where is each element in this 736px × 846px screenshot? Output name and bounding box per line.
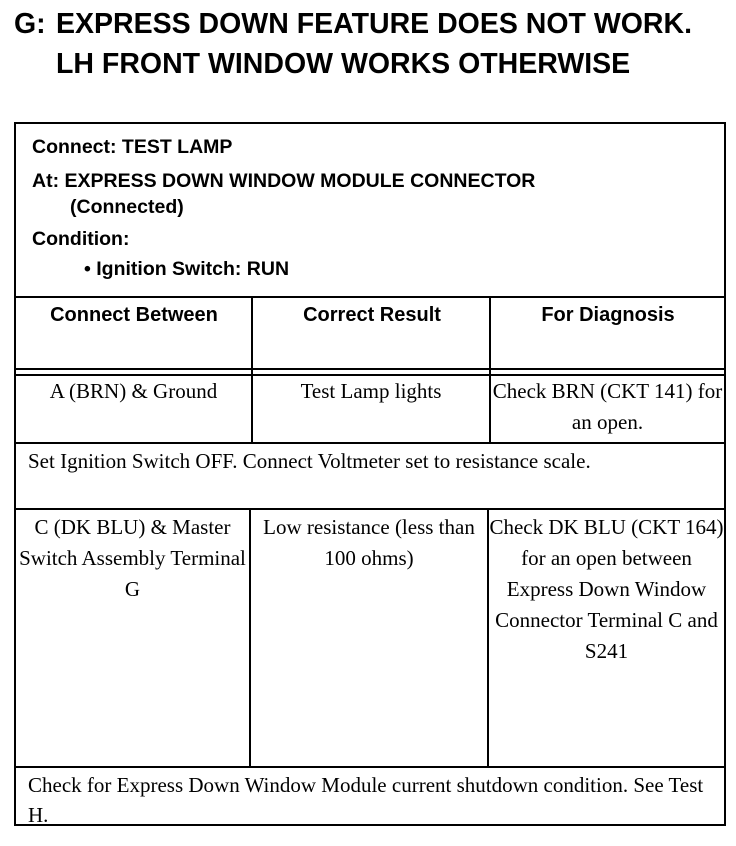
- column-header-connect-between: Connect Between: [50, 304, 218, 326]
- header-rule-top: [16, 368, 724, 370]
- column-header-correct-result: Correct Result: [303, 304, 441, 326]
- test-title: EXPRESS DOWN FEATURE DOES NOT WORK. LH FRONT WINDOW WORKS OTHERWISE: [56, 8, 693, 80]
- row1-divider: [16, 442, 724, 444]
- setup-divider: [16, 296, 724, 298]
- connect-line: Connect: TEST LAMP: [32, 136, 233, 158]
- condition-bullet: • Ignition Switch: RUN: [84, 258, 290, 280]
- row2-connect-between: C (DK BLU) & Master Switch Assembly Terminal G: [19, 515, 246, 601]
- column-divider-1: [251, 296, 253, 442]
- final-note: Check for Express Down Window Module current shutdown condition. See Test H.: [28, 773, 704, 827]
- row2-correct-result: Low resistance (less than 100 ohms): [263, 515, 475, 570]
- at-line: At: EXPRESS DOWN WINDOW MODULE CONNECTOR: [32, 170, 536, 192]
- row1-correct-result: Test Lamp lights: [300, 379, 442, 403]
- row2-divider: [16, 766, 724, 768]
- voltmeter-note: Set Ignition Switch OFF. Connect Voltmeter set to resistance scale.: [28, 449, 591, 473]
- row1-for-diagnosis: Check BRN (CKT 141) for an open.: [492, 379, 723, 434]
- test-label: G:: [14, 8, 46, 40]
- condition-label: Condition:: [32, 228, 130, 250]
- column-header-for-diagnosis: For Diagnosis: [541, 304, 675, 326]
- voltmeter-divider: [16, 508, 724, 510]
- diagnostic-table: [14, 122, 726, 826]
- setup-block: [16, 124, 724, 296]
- at-line-continued: (Connected): [70, 196, 184, 218]
- row2-for-diagnosis: Check DK BLU (CKT 164) for an open between Express Down Window Connector Terminal C and S241: [489, 515, 724, 663]
- row1-connect-between: A (BRN) & Ground: [49, 379, 218, 403]
